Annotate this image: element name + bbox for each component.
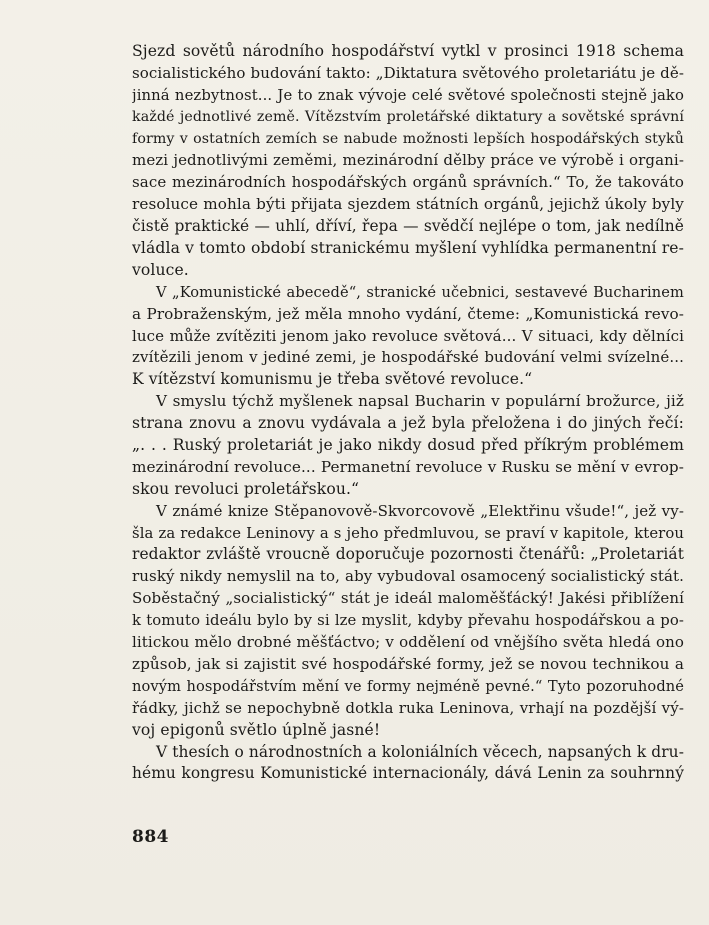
text-line: voj epigonů světlo úplně jasné!	[132, 720, 381, 739]
paragraph-4	[132, 501, 684, 742]
paragraph-2	[132, 282, 684, 391]
text-line: šla za redakce Leninovy a s jeho předmluvou, se praví v kapitole, kterou	[132, 524, 684, 542]
page-number: 884	[132, 827, 169, 847]
paragraph-3	[132, 391, 684, 500]
text-line: Sjezd sovětů národního hospodářství vytkl v prosinci 1918 schema	[132, 42, 684, 60]
text-line: vládla v tomto období stranickému myšlení vyhlídka permanentní re-	[132, 239, 684, 258]
text-line: skou revoluci proletářskou.“	[132, 479, 360, 498]
text-line: V thesích o národnostních a koloniálních věcech, napsaných k dru-	[156, 742, 684, 761]
text-line: resoluce mohla býti přijata sjezdem státních orgánů, jejichž úkoly byly	[132, 195, 684, 214]
text-line: novým hospodářstvím mění ve formy nejméně pevné.“ Tyto pozoruhodné	[132, 677, 684, 695]
text-line: redaktor zvláště vroucně doporučuje pozornosti čtenářů: „Proletariát	[132, 545, 684, 564]
text-line: způsob, jak si zajistit své hospodářské formy, jež se novou technikou a	[132, 654, 684, 673]
text-line: litickou mělo drobné měšťáctvo; v oddělení od vnějšího světa hledá ono	[132, 633, 684, 652]
text-line: V „Komunistické abecedě“, stranické učebnici, sestavevé Bucharinem	[156, 283, 684, 301]
text-line: voluce.	[132, 260, 189, 279]
paragraph-5	[132, 742, 684, 786]
text-line: zvítězili jenom v jediné zemi, je hospodářské budování velmi svízelné...	[132, 348, 684, 367]
text-line: čistě praktické — uhlí, dříví, řepa — svědčí nejlépe o tom, jak nedílně	[132, 217, 684, 236]
text-line: mezinárodní revoluce... Permanetní revoluce v Rusku se mění v evrop-	[132, 457, 684, 476]
text-line: ruský nikdy nemyslil na to, aby vybudoval osamocený socialistický stát.	[132, 567, 684, 586]
text-line: strana znovu a znovu vydávala a jež byla přeložena i do jiných řečí:	[132, 414, 684, 433]
text-line: luce může zvítěziti jenom jako revoluce světová... V situaci, kdy dělníci	[132, 326, 684, 345]
text-line: Soběstačný „socialistický“ stát je ideál maloměšťácký! Jakési přiblížení	[132, 589, 684, 608]
text-line: formy v ostatních zemích se nabude možnosti lepších hospodářských styků	[132, 130, 684, 147]
text-line: sace mezinárodních hospodářských orgánů správních.“ To, že takováto	[132, 173, 684, 192]
text-line: K vítězství komunismu je třeba světové revoluce.“	[132, 370, 533, 389]
text-line: socialistického budování takto: „Diktatura světového proletariátu je dě-	[132, 63, 684, 82]
text-line: k tomuto ideálu bylo by si lze myslit, kdyby převahu hospodářskou a po-	[132, 612, 684, 630]
text-line: V známé knize Stěpanovově-Skvorcovově „Elektřinu všude!“, jež vy-	[156, 501, 684, 520]
text-line: mezi jednotlivými zeměmi, mezinárodní dělby práce ve výrobě i organi-	[132, 151, 684, 170]
text-line: jinná nezbytnost... Je to znak vývoje celé světové společnosti stejně jako	[132, 86, 684, 104]
text-line: a Probraženským, jež měla mnoho vydání, čteme: „Komunistická revo-	[132, 304, 684, 323]
text-line: řádky, jichž se nepochybně dotkla ruka Leninova, vrhají na pozdější vý-	[132, 698, 684, 717]
text-line: každé jednotlivé země. Vítězstvím proletářské diktatury a sovětské správní	[132, 108, 684, 125]
text-line: hému kongresu Komunistické internacionály, dává Lenin za souhrnný	[132, 764, 684, 783]
body-text	[132, 41, 684, 785]
text-line: „. . . Ruský proletariát je jako nikdy dosud před příkrým problémem	[132, 436, 684, 455]
text-line: V smyslu týchž myšlenek napsal Bucharin v populární brožurce, již	[156, 392, 684, 411]
paragraph-1	[132, 41, 684, 282]
